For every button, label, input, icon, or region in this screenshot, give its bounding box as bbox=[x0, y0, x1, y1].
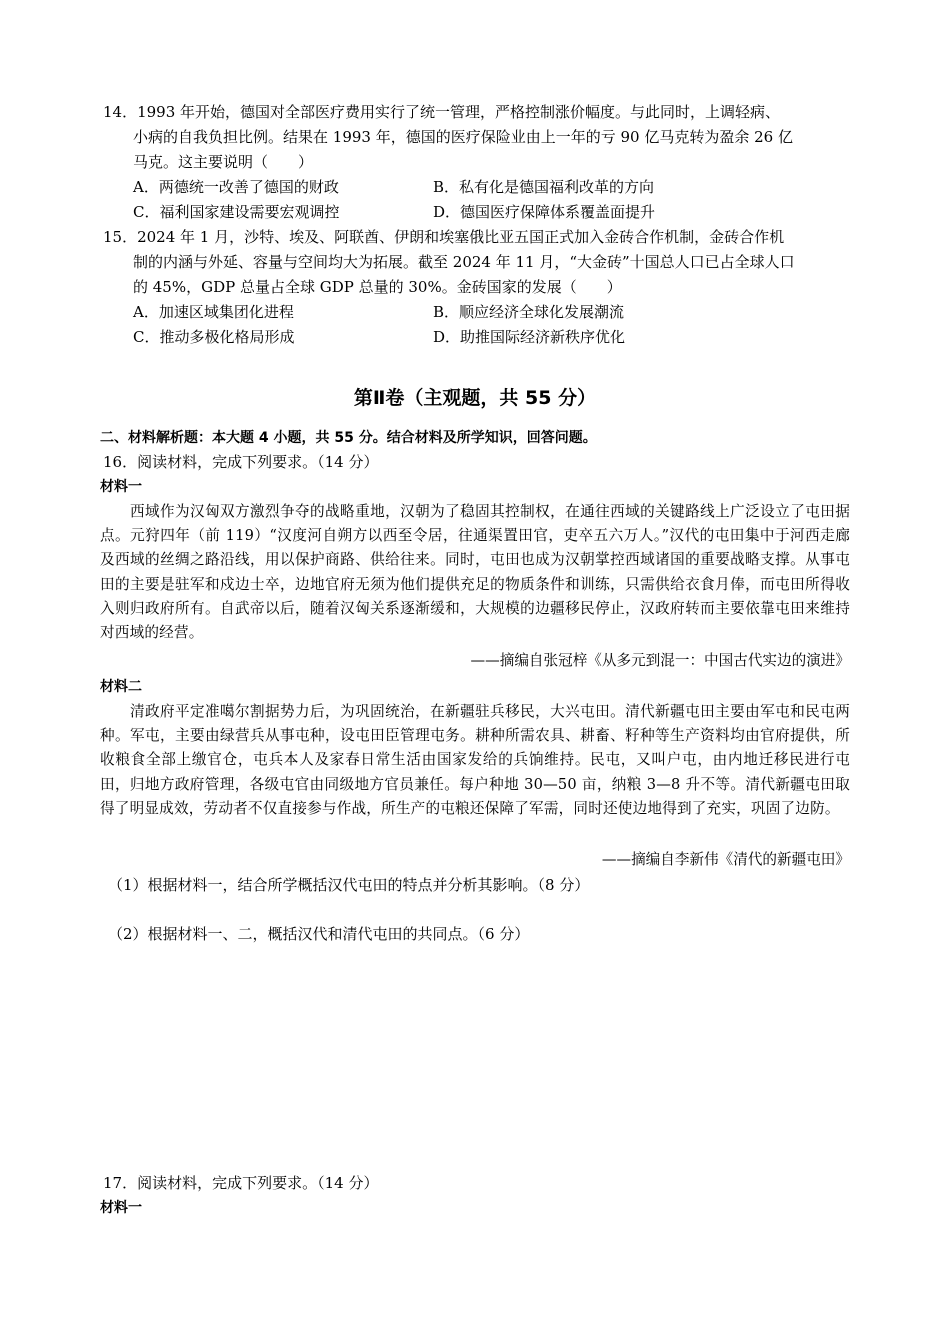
q16-sub-question-1: （1）根据材料一，结合所学概括汉代屯田的特点并分析其影响。（8 分） bbox=[108, 876, 590, 894]
section-2-heading: 二、材料解析题：本大题 4 小题，共 55 分。结合材料及所学知识，回答问题。 bbox=[100, 430, 597, 446]
q16-material-1-label: 材料一 bbox=[100, 479, 142, 495]
q17-material-1-label: 材料一 bbox=[100, 1200, 142, 1216]
q15-option-d: D．助推国际经济新秩序优化 bbox=[433, 328, 626, 346]
q14-stem-line-3: 马克。这主要说明（ ） bbox=[133, 153, 314, 171]
section-2-title: 第Ⅱ卷（主观题，共 55 分） bbox=[353, 387, 597, 409]
q14-stem-line-1: 14．1993 年开始，德国对全部医疗费用实行了统一管理，严格控制涨价幅度。与此同时，上调轻病、 bbox=[103, 103, 781, 121]
q15-stem-line-3: 的 45%，GDP 总量占全球 GDP 总量的 30%。金砖国家的发展（ ） bbox=[133, 278, 622, 296]
q16-sub-question-2: （2）根据材料一、二，概括汉代和清代屯田的共同点。（6 分） bbox=[108, 925, 530, 943]
q15-stem-line-2: 制的内涵与外延、容量与空间均大为拓展。截至 2024 年 11 月，“大金砖”十国总人口已占全球人口 bbox=[133, 253, 795, 271]
q16-material-2-label: 材料二 bbox=[100, 679, 142, 695]
q15-option-c: C．推动多极化格局形成 bbox=[133, 328, 295, 346]
q16-material-1-text: 西域作为汉匈双方激烈争夺的战略重地，汉朝为了稳固其控制权，在通往西域的关键路线上广泛设立了屯田据点。元狩四年（前 119）“汉度河自朔方以西至令居，往通渠置田官，吏卒五六万人。”汉代的屯田集中于河西走廊及西域的丝绸之路沿线，用以保护商路、供给往来。同时，屯田也成为汉朝掌控西域诸国的重要战略支撑。从事屯田的主要是驻军和戍边士卒，边地官府无须为他们提供充足的物质条件和训练，只需供给衣食月俸，而屯田所得收入则归政府所有。自武帝以后，随着汉匈关系逐渐缓和，大规模的边疆移民停止，汉政府转而主要依靠屯田来维持对西域的经营。 bbox=[100, 503, 850, 642]
q17-stem: 17．阅读材料，完成下列要求。（14 分） bbox=[103, 1174, 379, 1192]
q14-stem-line-2: 小病的自我负担比例。结果在 1993 年，德国的医疗保险业由上一年的亏 90 亿马克转为盈余 26 亿 bbox=[133, 128, 793, 146]
q15-option-a: A．加速区域集团化进程 bbox=[133, 303, 294, 321]
q16-material-2-source: ——摘编自李新伟《清代的新疆屯田》 bbox=[601, 851, 850, 868]
q14-option-d: D．德国医疗保障体系覆盖面提升 bbox=[433, 203, 656, 221]
q14-option-a: A．两德统一改善了德国的财政 bbox=[133, 178, 339, 196]
q15-option-b: B．顺应经济全球化发展潮流 bbox=[433, 303, 625, 321]
q14-option-c: C．福利国家建设需要宏观调控 bbox=[133, 203, 340, 221]
q14-option-b: B．私有化是德国福利改革的方向 bbox=[433, 178, 655, 196]
q16-material-2-text: 清政府平定准噶尔割据势力后，为巩固统治，在新疆驻兵移民，大兴屯田。清代新疆屯田主要由军屯和民屯两种。军屯，主要由绿营兵从事屯种，设屯田臣管理屯务。耕种所需农具、耕畜、籽种等生产资料均由官府提供，所收粮食全部上缴官仓，屯兵本人及家春日常生活由国家发给的兵饷维持。民屯，又叫户屯，由内地迁移民进行屯田，归地方政府管理，各级屯官由同级地方官员兼任。每户种地 30—50 亩，纳粮 3—8 升不等。清代新疆屯田取得了明显成效，劳动者不仅直接参与作战，所生产的屯粮还保障了军需，同时还使边地得到了充实，巩固了边防。 bbox=[100, 703, 850, 817]
q15-stem-line-1: 15．2024 年 1 月，沙特、埃及、阿联酋、伊朗和埃塞俄比亚五国正式加入金砖合作机制，金砖合作机 bbox=[103, 228, 785, 246]
q16-stem: 16．阅读材料，完成下列要求。（14 分） bbox=[103, 453, 379, 471]
q16-material-1-source: ——摘编自张冠梓《从多元到混一：中国古代实边的演进》 bbox=[470, 652, 850, 669]
